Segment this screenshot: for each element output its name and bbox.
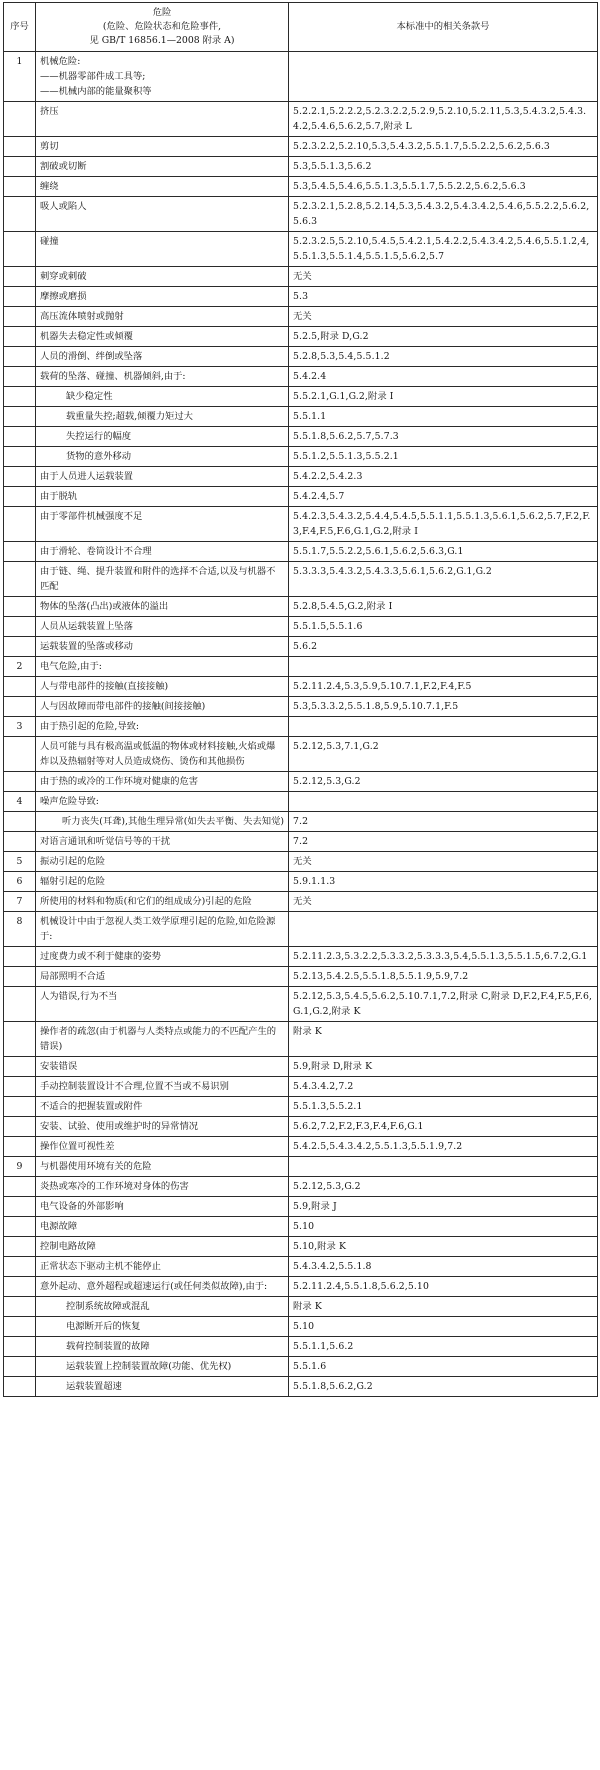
ref-cell [289,717,598,737]
seq-cell [4,987,36,1022]
hazard-cell: 手动控制装置设计不合理,位置不当或不易识别 [36,1077,289,1097]
hazard-cell: 人员从运载装置上坠落 [36,617,289,637]
seq-cell [4,347,36,367]
seq-cell [4,562,36,597]
seq-cell [4,597,36,617]
ref-cell: 5.2.12,5.3,G.2 [289,1177,598,1197]
hazard-cell: 吸人或陷人 [36,197,289,232]
header-hazard-line: 见 GB/T 16856.1—2008 附录 A) [89,35,235,46]
hazard-cell: 缺少稳定性 [36,387,289,407]
table-row [4,1277,598,1297]
seq-cell [4,1217,36,1237]
table-row [4,1157,598,1177]
table-row [4,987,598,1022]
ref-cell: 5.2.11.2.4,5.5.1.8,5.6.2,5.10 [289,1277,598,1297]
seq-cell [4,1257,36,1277]
seq-cell: 2 [4,657,36,677]
ref-cell [289,52,598,102]
table-row [4,1297,598,1317]
seq-cell: 9 [4,1157,36,1177]
hazard-cell: 由于脱轨 [36,487,289,507]
table-row [4,137,598,157]
table-row [4,1377,598,1397]
table-row [4,1357,598,1377]
table-row [4,657,598,677]
hazard-cell: 操作位置可视性差 [36,1137,289,1157]
seq-cell [4,637,36,657]
ref-cell: 5.2.3.2.2,5.2.10,5.3,5.4.3.2,5.5.1.7,5.5.2.2,5.6.2,5.6.3 [289,137,598,157]
hazard-cell: 电源断开后的恢复 [36,1317,289,1337]
seq-cell [4,1277,36,1297]
ref-cell: 5.10 [289,1317,598,1337]
ref-cell [289,792,598,812]
ref-cell: 5.2.13,5.4.2.5,5.5.1.8,5.5.1.9,5.9,7.2 [289,967,598,987]
hazard-cell: 摩擦或磨损 [36,287,289,307]
seq-cell [4,1377,36,1397]
seq-cell [4,157,36,177]
table-row [4,947,598,967]
table-row [4,1137,598,1157]
table-row [4,447,598,467]
ref-cell: 5.2.5,附录 D,G.2 [289,327,598,347]
seq-cell [4,1022,36,1057]
ref-cell: 附录 K [289,1022,598,1057]
table-row [4,677,598,697]
ref-cell: 5.5.1.1,5.6.2 [289,1337,598,1357]
ref-cell: 无关 [289,307,598,327]
ref-cell: 5.3,5.4.5,5.4.6,5.5.1.3,5.5.1.7,5.5.2.2,5.6.2,5.6.3 [289,177,598,197]
hazard-cell: 由于人员进人运载装置 [36,467,289,487]
hazard-cell: 机械危险: ——机器零部件成工具等; ——机械内部的能量聚积等 [36,52,289,102]
ref-cell: 5.3,5.5.1.3,5.6.2 [289,157,598,177]
ref-cell: 5.4.2.4 [289,367,598,387]
table-row [4,177,598,197]
ref-cell: 5.2.12,5.3,5.4.5,5.6.2,5.10.7.1,7.2,附录 C,附录 D,F.2,F.4,F.5,F.6,G.1,G.2,附录 K [289,987,598,1022]
seq-cell [4,447,36,467]
table-row [4,1177,598,1197]
ref-cell: 5.4.2.5,5.4.3.4.2,5.5.1.3,5.5.1.9,7.2 [289,1137,598,1157]
hazard-cell: 运载装置上控制装置故障(功能、优先权) [36,1357,289,1377]
hazard-cell: 听力丧失(耳聋),其他生理异常(如失去平衡、失去知觉) [36,812,289,832]
table-row [4,792,598,812]
header-hazard-line: (危险、危险状态和危险事件, [102,21,222,32]
seq-cell [4,697,36,717]
seq-cell [4,1317,36,1337]
seq-cell [4,1177,36,1197]
hazard-table [3,2,598,1397]
table-row [4,872,598,892]
seq-cell [4,1197,36,1217]
header-hazard-line: 危险 [152,7,172,18]
ref-cell: 5.2.8,5.4.5,G.2,附录 I [289,597,598,617]
table-row [4,637,598,657]
hazard-cell: 振动引起的危险 [36,852,289,872]
hazard-cell: 炎热或寒冷的工作环境对身体的伤害 [36,1177,289,1197]
table-row [4,387,598,407]
table-row [4,307,598,327]
hazard-cell: 电气设备的外部影响 [36,1197,289,1217]
seq-cell [4,137,36,157]
ref-cell: 5.10 [289,1217,598,1237]
ref-cell: 5.5.1.1 [289,407,598,427]
seq-cell [4,367,36,387]
seq-cell: 4 [4,792,36,812]
table-row [4,772,598,792]
seq-cell: 6 [4,872,36,892]
seq-cell: 3 [4,717,36,737]
seq-cell: 1 [4,52,36,102]
seq-cell [4,1337,36,1357]
seq-cell [4,267,36,287]
hazard-cell: 人员可能与具有极高温或低温的物体或材料接触,火焰或爆炸以及热辐射等对人员造成烧伤、烫伤和其他损伤 [36,737,289,772]
seq-cell: 8 [4,912,36,947]
seq-cell [4,177,36,197]
hazard-cell: 过度费力或不利于健康的姿势 [36,947,289,967]
hazard-cell: 辐射引起的危险 [36,872,289,892]
table-row [4,1237,598,1257]
hazard-cell: 控制系统故障或混乱 [36,1297,289,1317]
ref-cell: 5.5.1.5,5.5.1.6 [289,617,598,637]
seq-cell [4,677,36,697]
table-row [4,967,598,987]
hazard-cell: 货物的意外移动 [36,447,289,467]
table-row [4,1317,598,1337]
seq-cell [4,947,36,967]
seq-cell [4,832,36,852]
table-row [4,737,598,772]
ref-cell: 5.5.2.1,G.1,G.2,附录 I [289,387,598,407]
hazard-cell: 运载装置超速 [36,1377,289,1397]
seq-cell [4,287,36,307]
hazard-cell: 控制电路故障 [36,1237,289,1257]
seq-cell [4,507,36,542]
table-body [4,52,598,1397]
document-page [3,2,597,1397]
ref-cell: 5.5.1.7,5.5.2.2,5.6.1,5.6.2,5.6.3,G.1 [289,542,598,562]
ref-cell: 5.4.2.4,5.7 [289,487,598,507]
seq-cell [4,542,36,562]
ref-cell: 5.5.1.2,5.5.1.3,5.5.2.1 [289,447,598,467]
hazard-cell: 碰撞 [36,232,289,267]
ref-cell: 无关 [289,852,598,872]
seq-cell [4,307,36,327]
hazard-cell: 刺穿或刺破 [36,267,289,287]
ref-cell: 5.2.8,5.3,5.4,5.5.1.2 [289,347,598,367]
table-row [4,232,598,267]
hazard-cell: 操作者的疏忽(由于机器与人类特点或能力的不匹配产生的错误) [36,1022,289,1057]
hazard-cell: 由于滑轮、卷筒设计不合理 [36,542,289,562]
table-row [4,542,598,562]
ref-cell [289,657,598,677]
table-row [4,1057,598,1077]
table-row [4,1197,598,1217]
hazard-cell: 高压流体喷射或抛射 [36,307,289,327]
seq-cell [4,737,36,772]
ref-cell: 7.2 [289,832,598,852]
hazard-cell: 由于零部件机械强度不足 [36,507,289,542]
seq-cell: 5 [4,852,36,872]
ref-cell: 5.3,5.3.3.2,5.5.1.8,5.9,5.10.7.1,F.5 [289,697,598,717]
ref-cell: 5.6.2 [289,637,598,657]
table-row [4,407,598,427]
hazard-cell: 安装错误 [36,1057,289,1077]
hazard-cell: 机械设计中由于忽视人类工效学原理引起的危险,如危险源于: [36,912,289,947]
seq-cell [4,1057,36,1077]
seq-cell [4,967,36,987]
seq-cell [4,487,36,507]
header-hazard [36,3,289,52]
ref-cell: 5.4.2.2,5.4.2.3 [289,467,598,487]
table-row [4,467,598,487]
ref-cell: 5.2.3.2.1,5.2.8,5.2.14,5.3,5.4.3.2,5.4.3.4.2,5.4.6,5.5.2.2,5.6.2,5.6.3 [289,197,598,232]
hazard-cell: 人员的滑倒、绊倒或坠落 [36,347,289,367]
ref-cell: 附录 K [289,1297,598,1317]
ref-cell: 5.2.11.2.3,5.3.2.2,5.3.3.2,5.3.3.3,5.4,5.5.1.3,5.5.1.5,6.7.2,G.1 [289,947,598,967]
hazard-cell: 电源故障 [36,1217,289,1237]
hazard-cell: 失控运行的幅度 [36,427,289,447]
ref-cell: 7.2 [289,812,598,832]
ref-cell [289,1157,598,1177]
seq-cell [4,772,36,792]
table-row [4,1337,598,1357]
table-row [4,157,598,177]
table-row [4,832,598,852]
seq-cell [4,1097,36,1117]
seq-cell [4,232,36,267]
hazard-cell: 安装、试验、使用或维护时的异常情况 [36,1117,289,1137]
table-row [4,697,598,717]
table-row [4,1217,598,1237]
table-row [4,102,598,137]
hazard-cell: 由于热引起的危险,导致: [36,717,289,737]
ref-cell: 5.5.1.8,5.6.2,G.2 [289,1377,598,1397]
ref-cell: 无关 [289,892,598,912]
ref-cell: 5.2.2.1,5.2.2.2,5.2.3.2.2,5.2.9,5.2.10,5.2.11,5.3,5.4.3.2,5.4.3.4.2,5.4.6,5.6.2,5.7,附录 L [289,102,598,137]
seq-cell [4,1077,36,1097]
seq-cell [4,1137,36,1157]
hazard-cell: 载重量失控;超载,倾覆力矩过大 [36,407,289,427]
table-row [4,812,598,832]
ref-cell: 5.2.3.2.5,5.2.10,5.4.5,5.4.2.1,5.4.2.2,5.4.3.4.2,5.4.6,5.5.1.2,4,5.5.1.3,5.5.1.4,5.5.1.5,5.6.2,5.7 [289,232,598,267]
table-row [4,197,598,232]
table-row [4,1117,598,1137]
ref-cell: 5.9.1.1.3 [289,872,598,892]
ref-cell: 5.4.3.4.2,7.2 [289,1077,598,1097]
hazard-cell: 人与带电部件的接触(直接接触) [36,677,289,697]
ref-cell: 5.4.3.4.2,5.5.1.8 [289,1257,598,1277]
seq-cell [4,387,36,407]
hazard-cell: 机器失去稳定性或倾覆 [36,327,289,347]
seq-cell [4,1237,36,1257]
table-row [4,52,598,102]
ref-cell: 无关 [289,267,598,287]
table-row [4,487,598,507]
table-row [4,852,598,872]
ref-cell: 5.6.2,7.2,F.2,F.3,F.4,F.6,G.1 [289,1117,598,1137]
table-row [4,1022,598,1057]
table-row [4,1257,598,1277]
hazard-cell: 载荷控制装置的故障 [36,1337,289,1357]
table-row [4,287,598,307]
hazard-cell: 正常状态下驱动主机不能停止 [36,1257,289,1277]
seq-cell [4,427,36,447]
seq-cell: 7 [4,892,36,912]
hazard-cell: 人为错误,行为不当 [36,987,289,1022]
seq-cell [4,197,36,232]
hazard-cell: 割破或切断 [36,157,289,177]
hazard-cell: 剪切 [36,137,289,157]
ref-cell: 5.3 [289,287,598,307]
ref-cell: 5.5.1.6 [289,1357,598,1377]
ref-cell: 5.4.2.3,5.4.3.2,5.4.4,5.4.5,5.5.1.1,5.5.1.3,5.6.1,5.6.2,5.7,F.2,F.3,F.4,F.5,F.6,G.1,G.2,附录 I [289,507,598,542]
ref-cell: 5.2.12,5.3,7.1,G.2 [289,737,598,772]
ref-cell: 5.2.11.2.4,5.3,5.9,5.10.7.1,F.2,F.4,F.5 [289,677,598,697]
hazard-cell: 不适合的把握装置或附件 [36,1097,289,1117]
ref-cell: 5.9,附录 J [289,1197,598,1217]
seq-cell [4,812,36,832]
ref-cell: 5.5.1.8,5.6.2,5.7,5.7.3 [289,427,598,447]
header-ref: 本标准中的相关条款号 [289,3,598,52]
hazard-cell: 物体的坠落(凸出)或液体的溢出 [36,597,289,617]
seq-cell [4,1297,36,1317]
hazard-cell: 与机器使用环境有关的危险 [36,1157,289,1177]
hazard-cell: 缠绕 [36,177,289,197]
table-row [4,507,598,542]
hazard-cell: 挤压 [36,102,289,137]
table-row [4,892,598,912]
table-row [4,1077,598,1097]
hazard-cell: 意外起动、意外超程或超速运行(或任何类似故障),由于: [36,1277,289,1297]
hazard-cell: 所使用的材料和物质(和它们的组成成分)引起的危险 [36,892,289,912]
ref-cell: 5.3.3.3,5.4.3.2,5.4.3.3,5.6.1,5.6.2,G.1,G.2 [289,562,598,597]
hazard-cell: 电气危险,由于: [36,657,289,677]
ref-cell: 5.2.12,5.3,G.2 [289,772,598,792]
ref-cell: 5.9,附录 D,附录 K [289,1057,598,1077]
hazard-cell: 噪声危险导致: [36,792,289,812]
table-row [4,327,598,347]
hazard-cell: 由于链、绳、提升装置和附件的选择不合适,以及与机器不匹配 [36,562,289,597]
table-row [4,597,598,617]
ref-cell: 5.10,附录 K [289,1237,598,1257]
hazard-cell: 局部照明不合适 [36,967,289,987]
seq-cell [4,1117,36,1137]
seq-cell [4,1357,36,1377]
ref-cell: 5.5.1.3,5.5.2.1 [289,1097,598,1117]
seq-cell [4,617,36,637]
table-row [4,717,598,737]
table-row [4,617,598,637]
hazard-cell: 对语言通讯和听觉信号等的干扰 [36,832,289,852]
header-seq: 序号 [4,3,36,52]
hazard-cell: 载荷的坠落、碰撞、机器倾斜,由于: [36,367,289,387]
table-row [4,912,598,947]
table-row [4,427,598,447]
table-row [4,1097,598,1117]
seq-cell [4,102,36,137]
table-row [4,367,598,387]
hazard-cell: 由于热的或冷的工作环境对健康的危害 [36,772,289,792]
table-row [4,267,598,287]
table-row [4,347,598,367]
hazard-cell: 人与因故障而带电部件的接触(间接接触) [36,697,289,717]
hazard-cell: 运载装置的坠落或移动 [36,637,289,657]
seq-cell [4,327,36,347]
table-row [4,562,598,597]
ref-cell [289,912,598,947]
seq-cell [4,467,36,487]
seq-cell [4,407,36,427]
table-header-row [4,3,598,52]
